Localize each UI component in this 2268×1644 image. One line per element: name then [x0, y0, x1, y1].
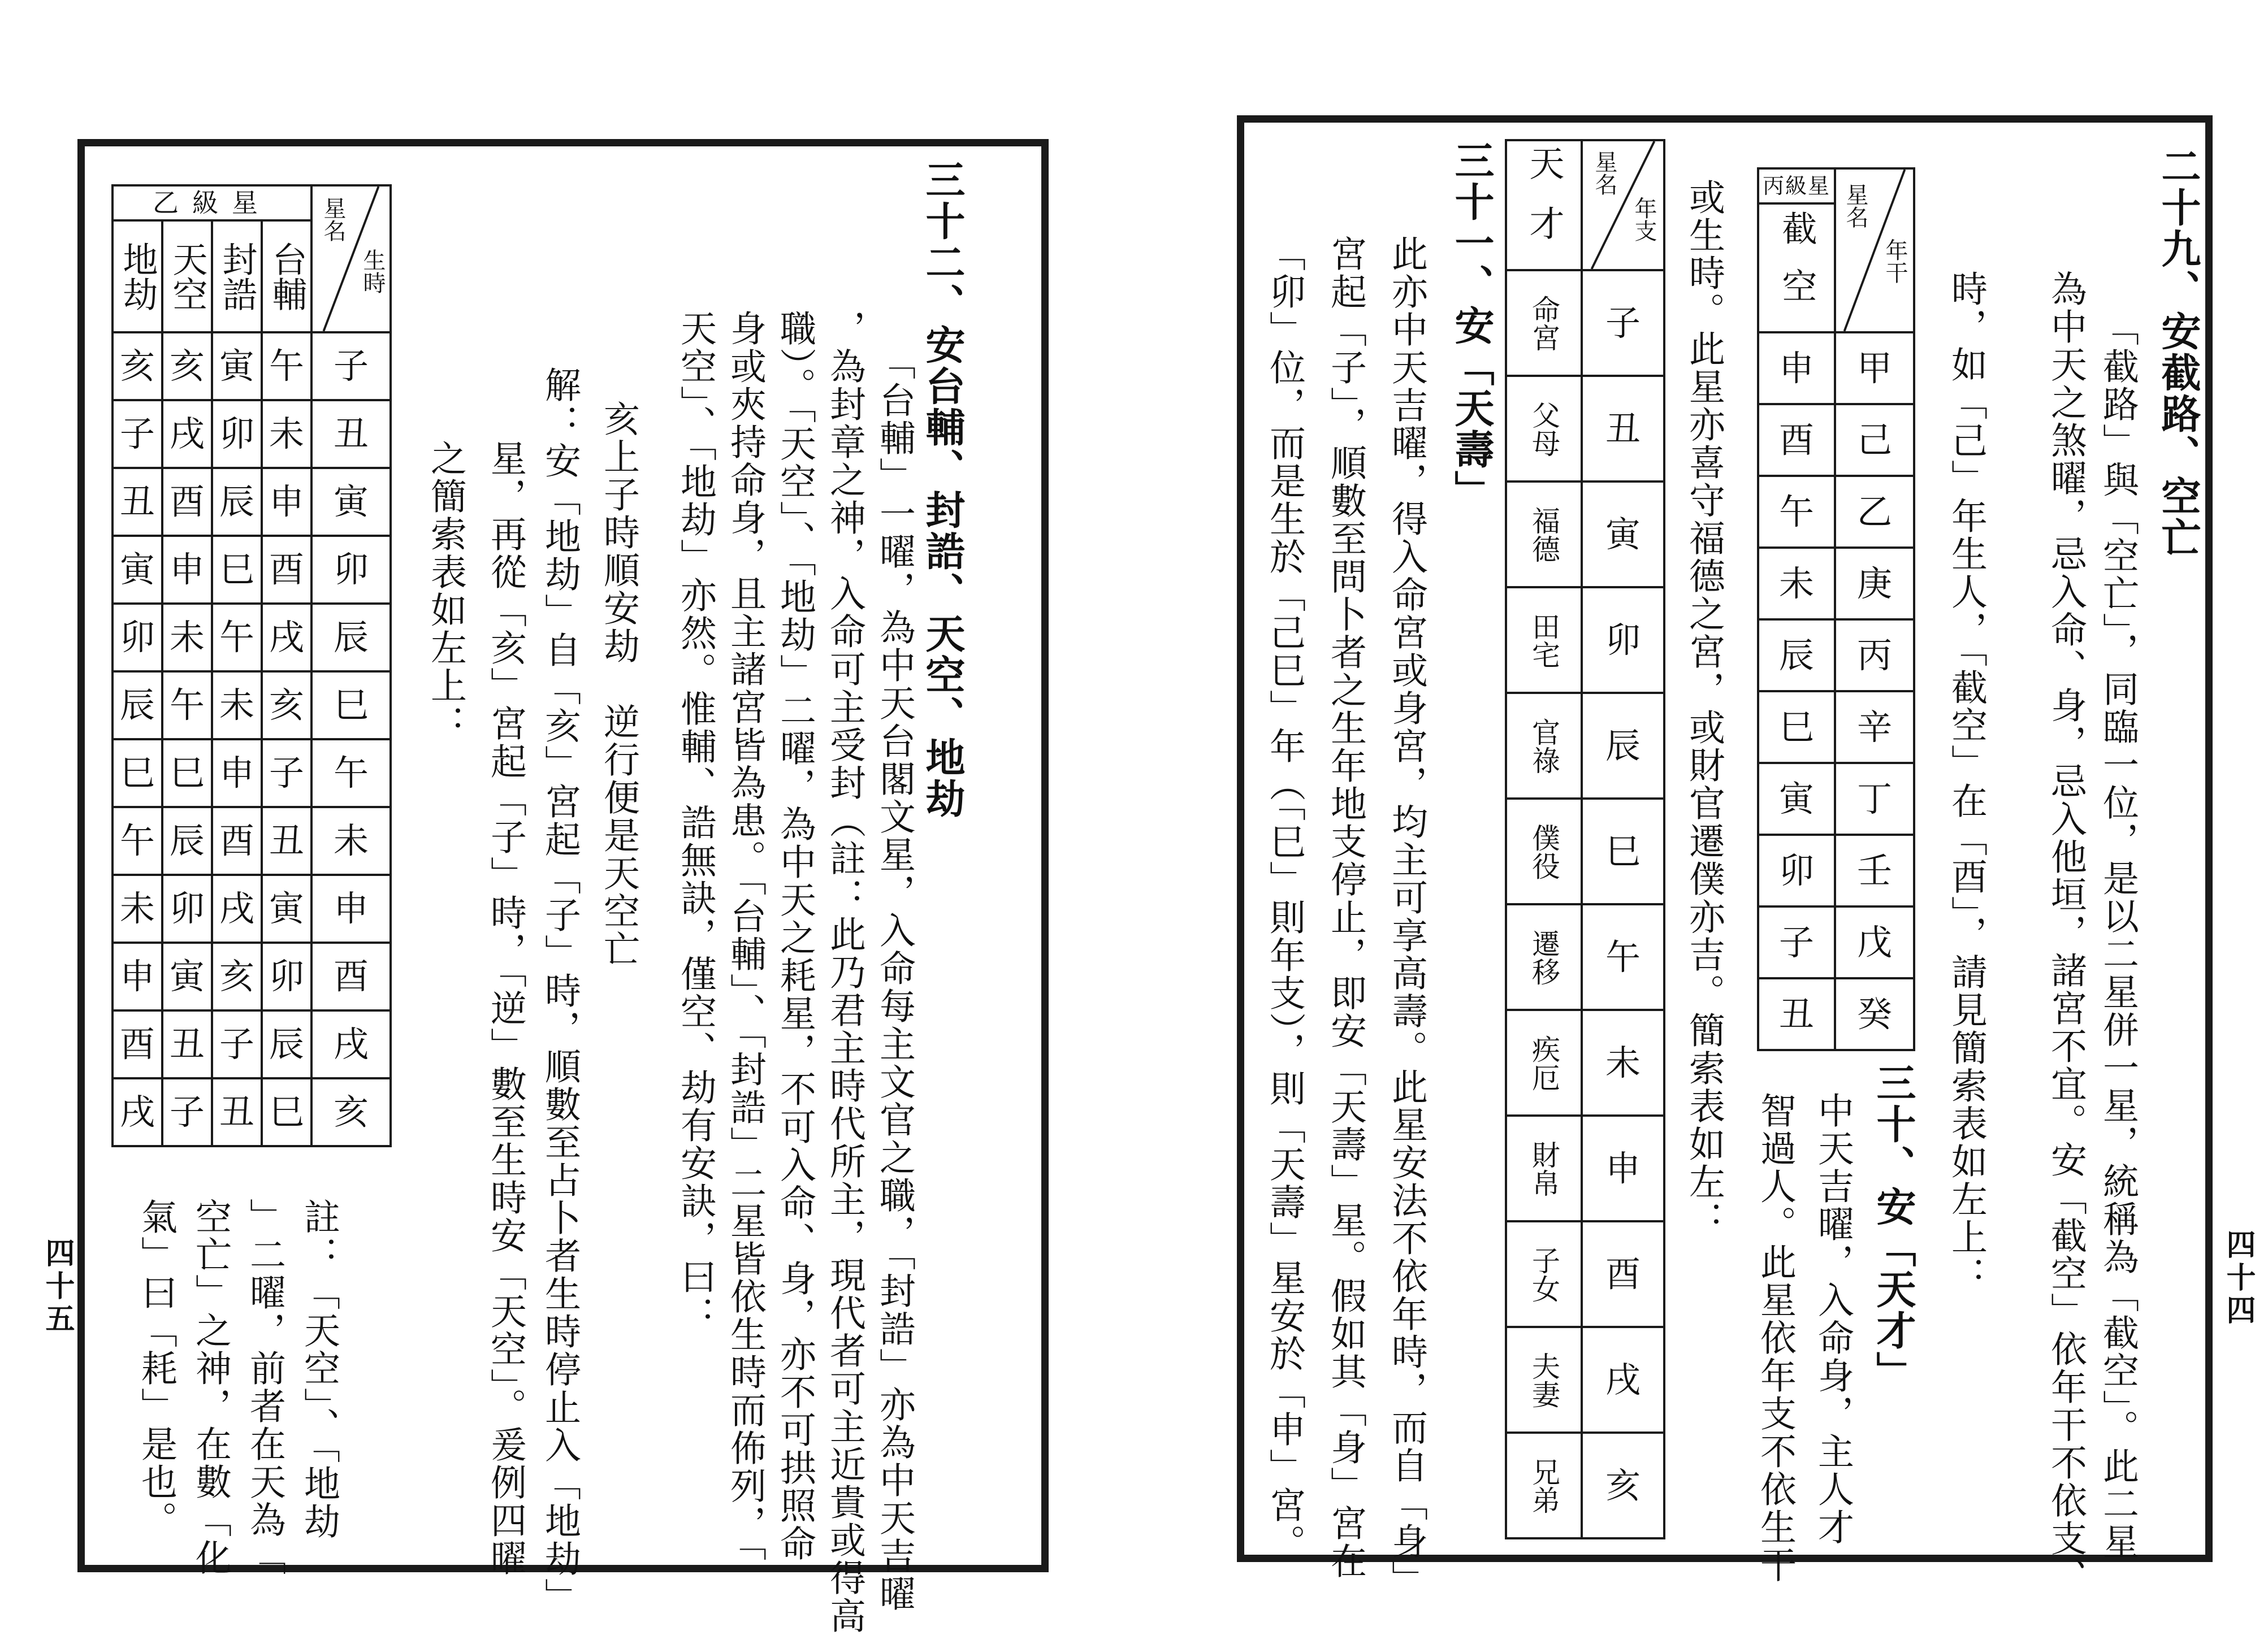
- table-row: [1758, 332, 1914, 404]
- cell-palace: 財帛: [1506, 1116, 1582, 1221]
- cell-fenggao: 辰: [212, 468, 262, 536]
- cell-tiankong: 亥: [162, 332, 212, 400]
- cell-palace: 命宮: [1506, 270, 1582, 376]
- cell-branch: 戌: [1582, 1327, 1664, 1433]
- cell-taifu: 未: [262, 400, 311, 468]
- table-row: [112, 332, 391, 400]
- table-bing-grade-stars: [1757, 167, 1915, 1051]
- cell-stem: 丙: [1835, 619, 1914, 691]
- cell-fenggao: 未: [212, 671, 262, 739]
- cell-palace: 子女: [1506, 1221, 1582, 1327]
- cell-tiankong: 丑: [162, 1010, 212, 1078]
- star-fenggao: 封誥: [212, 220, 262, 332]
- cell-tiankong: 辰: [162, 807, 212, 875]
- cell-dijie: 申: [112, 943, 162, 1010]
- page-number-right: 四十四: [2221, 1229, 2256, 1328]
- cell-taifu: 戌: [262, 604, 311, 671]
- cell-palace: 僕役: [1506, 799, 1582, 904]
- page-number-left: 四十五: [40, 1238, 75, 1336]
- cell-hour: 戌: [311, 1010, 391, 1078]
- table-row: [1758, 906, 1914, 978]
- cell-branch: 巳: [1582, 799, 1664, 904]
- table-row: [1506, 1010, 1664, 1116]
- cell-taifu: 巳: [262, 1078, 311, 1146]
- star-tiankong: 天空: [162, 220, 212, 332]
- cell-taifu: 申: [262, 468, 311, 536]
- cell-fenggao: 戌: [212, 875, 262, 943]
- table-header-diagonal: [311, 185, 391, 332]
- cell-dijie: 丑: [112, 468, 162, 536]
- cell-branch: 辰: [1582, 693, 1664, 799]
- sec32-line-2: ，為封章之神，入命可主受封（註：此乃君主時代所主，現代者可主近貴或得高: [824, 310, 865, 1635]
- cell-dijie: 寅: [112, 536, 162, 604]
- header-star-name: 星名: [1591, 150, 1617, 196]
- header-stem: 年干: [1882, 238, 1908, 284]
- note-line-1: 註：「天空」、「地劫: [298, 1198, 340, 1541]
- cell-branch: 寅: [1582, 482, 1664, 587]
- cell-fenggao: 寅: [212, 332, 262, 400]
- cell-fenggao: 申: [212, 739, 262, 807]
- cell-stem: 己: [1835, 404, 1914, 476]
- cell-hour: 亥: [311, 1078, 391, 1146]
- cell-fenggao: 子: [212, 1010, 262, 1078]
- cell-branch: 子: [1582, 270, 1664, 376]
- cell-hour: 辰: [311, 604, 391, 671]
- table-row: [1506, 482, 1664, 587]
- star-dijie: 地劫: [112, 220, 162, 332]
- table-row: [112, 807, 391, 875]
- cell-branch: 酉: [1582, 1221, 1664, 1327]
- section-31-title: 三十一、安「天壽」: [1448, 140, 1495, 511]
- note-line-4: 氣」曰「耗」是也。: [135, 1198, 177, 1539]
- cell-taifu: 子: [262, 739, 311, 807]
- table-row: [1506, 270, 1664, 376]
- cell-hour: 未: [311, 807, 391, 875]
- star-taifu: 台輔: [262, 220, 311, 332]
- sec32-line-7: 解：安「地劫」自「亥」宮起「子」時，順數至占卜者生時停止入「地劫」: [539, 366, 581, 1616]
- table-row: [112, 536, 391, 604]
- table-row: [112, 739, 391, 807]
- table-row: [1506, 1116, 1664, 1221]
- sec31-line-2: 宮起「子」，順數至問卜者之生年地支停止，即安「天壽」星。假如其「身」宮在: [1325, 235, 1366, 1580]
- sec31-line-1: 此亦中天吉曜，得入命宮或身宮，均主可享高壽。此星安法不依年時，而自「身」: [1386, 235, 1427, 1598]
- cell-branch: 未: [1582, 1010, 1664, 1116]
- cell-tiankong: 卯: [162, 875, 212, 943]
- cell-jiekong: 寅: [1758, 763, 1835, 835]
- table-header-diagonal: [1582, 140, 1664, 270]
- table-row: [1758, 476, 1914, 548]
- cell-dijie: 未: [112, 875, 162, 943]
- cell-stem: 壬: [1835, 835, 1914, 906]
- cell-jiekong: 巳: [1758, 691, 1835, 763]
- section-30-title: 三十、安「天才」: [1870, 1062, 1917, 1393]
- header-branch: 年支: [1631, 197, 1657, 242]
- table-yi-grade-stars: [111, 184, 392, 1147]
- sec32-line-5: 天空」、「地劫」亦然。惟輔、誥無訣，僅空、劫有安訣，曰：: [674, 310, 716, 1334]
- table-row: [1506, 799, 1664, 904]
- cell-stem: 甲: [1835, 332, 1914, 404]
- table-row: [1758, 404, 1914, 476]
- sec32-line-8: 星，再從「亥」宮起「子」時，「逆」數至生時安「天空」。爰例四曜: [484, 440, 526, 1577]
- table-row: [1506, 587, 1664, 693]
- cell-palace: 福德: [1506, 482, 1582, 587]
- sec32-line-9: 之簡索表如左上：: [425, 440, 466, 743]
- cell-taifu: 亥: [262, 671, 311, 739]
- header-hour: 生時: [360, 249, 386, 294]
- table-caption: 乙級星: [112, 185, 311, 220]
- table-row: [1758, 978, 1914, 1050]
- cell-branch: 申: [1582, 1116, 1664, 1221]
- cell-palace: 兄弟: [1506, 1433, 1582, 1538]
- cell-tiankong: 子: [162, 1078, 212, 1146]
- header-star-name: 星名: [320, 197, 346, 242]
- cell-hour: 丑: [311, 400, 391, 468]
- table-tiancai: [1505, 139, 1665, 1539]
- cell-branch: 亥: [1582, 1433, 1664, 1538]
- cell-hour: 卯: [311, 536, 391, 604]
- table-row: [1506, 1433, 1664, 1538]
- sec29-after-line: 或生時。此星亦喜守福德之宮，或財官遷僕亦吉。簡索表如左：: [1683, 179, 1725, 1239]
- cell-tiankong: 申: [162, 536, 212, 604]
- section-29-title: 二十九、安截路、空亡: [2155, 146, 2202, 558]
- sec29-line-3: 時，如「己」年生人，「截空」在「酉」，請見簡索表如左上：: [1945, 270, 1987, 1294]
- cell-fenggao: 巳: [212, 536, 262, 604]
- sec29-line-2: 為中天之煞曜，忌入命、身，忌入他垣，諸宮不宜。安「截空」依年干不依支、: [2045, 270, 2087, 1595]
- star-tiancai: 天才: [1506, 140, 1582, 270]
- sec31-line-3: 「卯」位，而是生於「己巳」年（「巳」則年支），則「天壽」星安於「申」宮。: [1263, 235, 1305, 1562]
- cell-tiankong: 未: [162, 604, 212, 671]
- table-row: [112, 604, 391, 671]
- cell-fenggao: 酉: [212, 807, 262, 875]
- cell-stem: 乙: [1835, 476, 1914, 548]
- cell-dijie: 子: [112, 400, 162, 468]
- cell-fenggao: 卯: [212, 400, 262, 468]
- table-row: [112, 400, 391, 468]
- table-row: [1758, 835, 1914, 906]
- cell-branch: 午: [1582, 904, 1664, 1010]
- cell-taifu: 寅: [262, 875, 311, 943]
- cell-jiekong: 午: [1758, 476, 1835, 548]
- star-jiekong: 截空: [1758, 203, 1835, 332]
- cell-stem: 癸: [1835, 978, 1914, 1050]
- cell-taifu: 酉: [262, 536, 311, 604]
- cell-fenggao: 午: [212, 604, 262, 671]
- note-line-2: 」二曜，前者在天為「: [244, 1198, 285, 1577]
- table-row: [1758, 619, 1914, 691]
- cell-taifu: 辰: [262, 1010, 311, 1078]
- cell-dijie: 辰: [112, 671, 162, 739]
- cell-tiankong: 寅: [162, 943, 212, 1010]
- cell-tiankong: 巳: [162, 739, 212, 807]
- cell-dijie: 巳: [112, 739, 162, 807]
- sec30-line-2: 智過人。此星依年支不依生干: [1754, 1092, 1796, 1584]
- note-line-3: 空亡」之神，在數「化: [189, 1198, 231, 1577]
- cell-tiankong: 戌: [162, 400, 212, 468]
- cell-hour: 巳: [311, 671, 391, 739]
- cell-stem: 戊: [1835, 906, 1914, 978]
- cell-jiekong: 未: [1758, 548, 1835, 619]
- cell-jiekong: 子: [1758, 906, 1835, 978]
- cell-stem: 庚: [1835, 548, 1914, 619]
- cell-palace: 官祿: [1506, 693, 1582, 799]
- table-header-diagonal: [1835, 168, 1914, 332]
- cell-dijie: 卯: [112, 604, 162, 671]
- cell-jiekong: 辰: [1758, 619, 1835, 691]
- cell-palace: 父母: [1506, 376, 1582, 482]
- table-row: [1506, 376, 1664, 482]
- cell-dijie: 戌: [112, 1078, 162, 1146]
- table-row: [112, 671, 391, 739]
- cell-stem: 辛: [1835, 691, 1914, 763]
- table-row: [1506, 1327, 1664, 1433]
- cell-jiekong: 丑: [1758, 978, 1835, 1050]
- sec32-line-1: 「台輔」一曜，為中天台閣文星，入命每主文官之職，「封誥」亦為中天吉曜: [873, 344, 915, 1613]
- cell-hour: 申: [311, 875, 391, 943]
- cell-tiankong: 酉: [162, 468, 212, 536]
- cell-palace: 疾厄: [1506, 1010, 1582, 1116]
- cell-taifu: 卯: [262, 943, 311, 1010]
- table-row: [1758, 691, 1914, 763]
- table-caption: 丙級星: [1758, 168, 1835, 203]
- table-row: [1758, 548, 1914, 619]
- header-star-name: 星名: [1842, 183, 1868, 228]
- cell-dijie: 亥: [112, 332, 162, 400]
- cell-hour: 子: [311, 332, 391, 400]
- cell-hour: 酉: [311, 943, 391, 1010]
- sec32-line-3: 職）。「天空」、「地劫」二曜，為中天之耗星，不可入命、身，亦不可拱照命: [774, 310, 816, 1563]
- table-row: [1506, 1221, 1664, 1327]
- cell-hour: 午: [311, 739, 391, 807]
- table-row: [112, 1010, 391, 1078]
- sec30-line-1: 中天吉曜，入命身，主人才: [1812, 1092, 1854, 1546]
- table-row: [112, 468, 391, 536]
- cell-palace: 夫妻: [1506, 1327, 1582, 1433]
- cell-dijie: 午: [112, 807, 162, 875]
- sec32-line-6: 亥上子時順安劫 逆行便是天空亡: [598, 400, 639, 968]
- section-32-title: 三十二、安台輔、封誥、天空、地劫: [919, 159, 966, 819]
- cell-branch: 卯: [1582, 587, 1664, 693]
- table-row: [112, 943, 391, 1010]
- cell-tiankong: 午: [162, 671, 212, 739]
- cell-palace: 田宅: [1506, 587, 1582, 693]
- table-row: [112, 875, 391, 943]
- table-row: [112, 1078, 391, 1146]
- sec32-line-4: 身或夾持命身，且主諸宮皆為患。「台輔」、「封誥」二星皆依生時而佈列，「: [724, 310, 766, 1563]
- table-row: [1758, 763, 1914, 835]
- cell-hour: 寅: [311, 468, 391, 536]
- cell-taifu: 丑: [262, 807, 311, 875]
- cell-taifu: 午: [262, 332, 311, 400]
- cell-jiekong: 申: [1758, 332, 1835, 404]
- cell-fenggao: 丑: [212, 1078, 262, 1146]
- sec29-line-1: 「截路」與「空亡」，同臨一位，是以二星併一星，統稱為「截空」。此二星: [2097, 310, 2139, 1561]
- cell-branch: 丑: [1582, 376, 1664, 482]
- cell-fenggao: 亥: [212, 943, 262, 1010]
- cell-palace: 遷移: [1506, 904, 1582, 1010]
- table-row: [1506, 693, 1664, 799]
- table-row: [1506, 904, 1664, 1010]
- cell-jiekong: 酉: [1758, 404, 1835, 476]
- cell-stem: 丁: [1835, 763, 1914, 835]
- cell-dijie: 酉: [112, 1010, 162, 1078]
- cell-jiekong: 卯: [1758, 835, 1835, 906]
